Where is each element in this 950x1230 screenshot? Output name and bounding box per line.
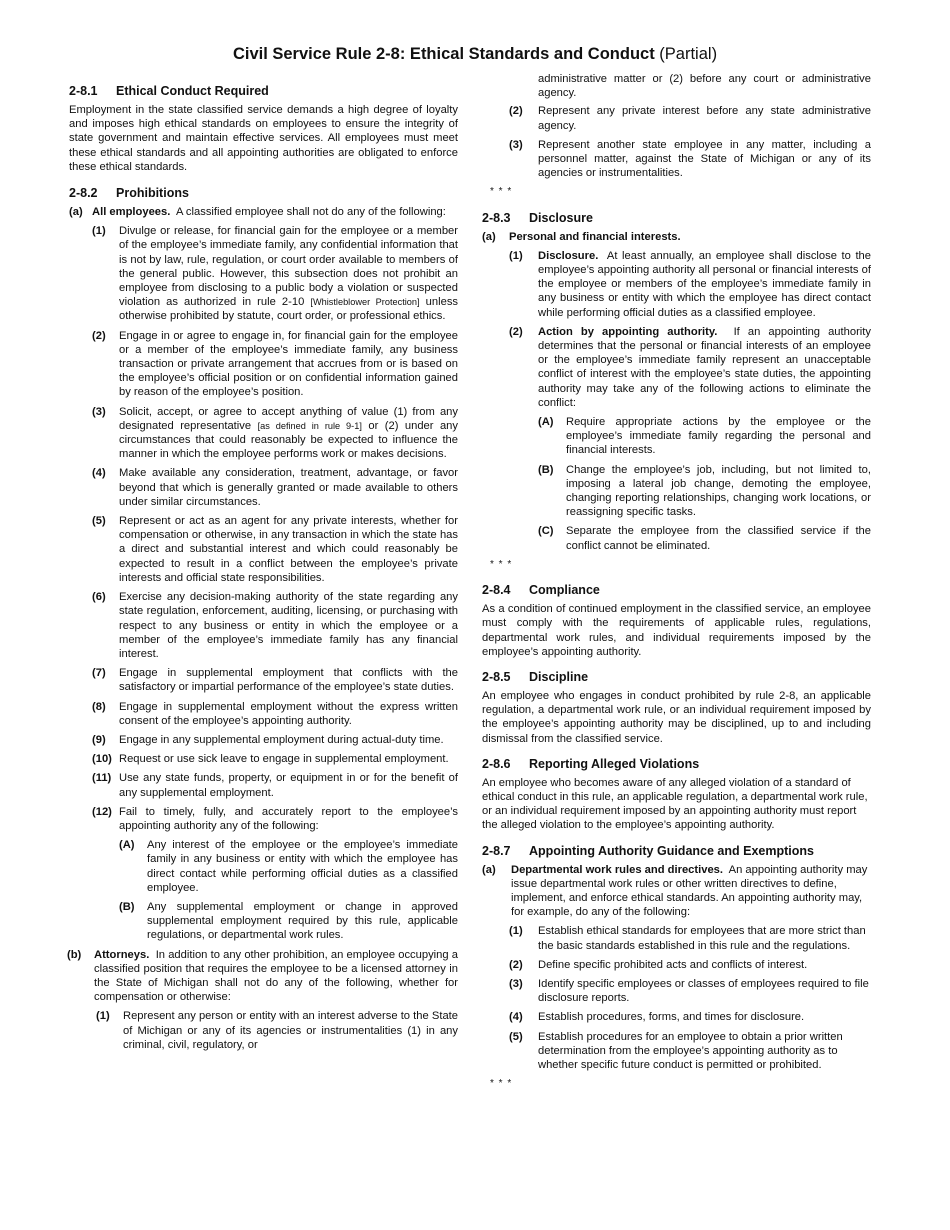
list-item — [96, 1009, 458, 1052]
subsection-label: Personal and financial interests. — [509, 230, 681, 243]
item-text: Require appropriate actions by the employee or the employee’s immediate family regarding the personal and financial interests. — [566, 416, 871, 457]
item-text: Exercise any decision-making authority of the state regarding any state regulation, enforcement, auditing, licensing, or purchasing with respect to any business or entity in which the employee or a member of the employee’s immediate family has any financial interest. — [119, 591, 458, 660]
list-marker: (B) — [119, 900, 135, 913]
list-item — [509, 249, 871, 320]
item-text: or (2) under any circumstances that could reasonably be expected to influence the manner in which the employee performs work or makes decisions. — [119, 419, 458, 461]
list-marker: (4) — [92, 467, 106, 480]
list-marker: (C) — [538, 525, 554, 538]
section-heading-2-8-6 — [482, 756, 871, 772]
item-text: Engage in supplemental employment without the express written consent of the employee’s appointing authority. — [119, 700, 458, 727]
item-text: Engage in or agree to engage in, for financial gain for the employee or a member of the employee’s immediate family, any business transaction or private arrangement that accrues from or is based on the employee’s official position or on confidential information gained by reason of the employee’s position. — [119, 329, 458, 399]
item-text: Solicit, accept, or agree to accept anything of value (1) from any designated representative — [119, 405, 458, 432]
subsection-b-attorneys — [67, 948, 458, 1005]
item-text: Change the employee’s job, including, but not limited to, imposing a lateral job change, demoting the employee, changing reporting relationships, changing work locations, or reassigning specific tasks. — [566, 463, 871, 519]
list-item — [92, 224, 458, 323]
section-body-2-8-1: Employment in the state classified service demands a high degree of loyalty and imposes high ethical standards on employees to ensure the integrity of state government and maintain effective services. All employees must meet these ethical standards and all appointing authorities are obligated to enforce these ethical standards. — [69, 104, 458, 173]
left-column — [69, 74, 458, 1057]
list-marker: (2) — [509, 958, 523, 971]
list-marker: (5) — [92, 515, 106, 528]
section-title: Appointing Authority Guidance and Exemptions — [529, 843, 814, 858]
item-text: Establish procedures, forms, and times for disclosure. — [538, 1011, 805, 1024]
section-title: Prohibitions — [116, 186, 189, 201]
list-marker: (B) — [538, 463, 554, 476]
list-item — [509, 924, 871, 952]
item-text: Fail to timely, fully, and accurately report to the employee’s appointing authority any of the following: — [119, 805, 458, 832]
list-marker: (A) — [538, 416, 554, 429]
list-marker: (3) — [509, 138, 523, 151]
subsection-a-personal-financial — [482, 230, 871, 244]
list-item — [92, 733, 458, 747]
item-text: If an appointing authority determines that the personal or financial interests of an employee or the employee’s immediate family represent an unacceptable conflict of interest with the employee’s state duties, the appointing authority may take any of the following actions to eliminate the conflict: — [538, 325, 871, 409]
item-text: Divulge or release, for financial gain for the employee or a member of the employee’s immediate family, any confidential information that is not by law, rule, regulation, or court order available to members of the general public. However, this subsection does not prohibit an employee from disclosing to a public body a violation or suspected violation as authorized in rule 2-10 — [119, 225, 458, 309]
list-item — [92, 805, 458, 833]
list-marker: (1) — [509, 249, 523, 262]
section-heading-2-8-4 — [482, 582, 871, 598]
bracket-note: [as defined in rule 9-1] — [257, 420, 362, 431]
sub-list-item — [119, 838, 458, 895]
item-text: Establish ethical standards for employees that are more strict than the basic standards established in this rule and the regulations. — [538, 925, 866, 952]
section-number: 2-8.7 — [482, 843, 511, 858]
item-label: Action by appointing authority. — [538, 325, 718, 338]
section-title: Compliance — [529, 583, 600, 598]
sub-list-item — [119, 900, 458, 943]
omission-marker: * * * — [490, 558, 513, 570]
item-text: Any interest of the employee or the employee’s immediate family in any business or entity with which the employee has direct contact while performing official duties as a classified employee. — [147, 839, 458, 894]
item-text: Represent another state employee in any matter, including a personnel matter, against the State of Michigan or any of its agencies or instrumentalities. — [538, 138, 871, 180]
item-continuation: administrative matter or (2) before any court or administrative agency. — [538, 73, 871, 100]
section-heading-2-8-5 — [482, 669, 871, 685]
list-marker: (7) — [92, 667, 106, 680]
section-body-2-8-5: An employee who engages in conduct prohibited by rule 2-8, an applicable regulation, a departmental work rule, or an individual requirement imposed by the employee’s appointing authority may be disciplined, up to and including dismissal from the classified service. — [482, 689, 871, 745]
list-marker: (11) — [92, 772, 112, 785]
list-item — [509, 1030, 871, 1073]
list-marker: (5) — [509, 1030, 523, 1043]
item-text: Represent any private interest before any state administrative agency. — [538, 105, 871, 132]
right-column — [482, 72, 871, 1101]
list-item — [509, 958, 871, 972]
list-item — [509, 325, 871, 410]
list-marker: (1) — [92, 225, 106, 238]
list-marker: (a) — [69, 206, 83, 219]
section-heading-2-8-7 — [482, 843, 871, 859]
item-text: Request or use sick leave to engage in supplemental employment. — [119, 753, 449, 766]
item-text: Make available any consideration, treatment, advantage, or favor beyond that which is generally granted or made available to others under similar circumstances. — [119, 467, 458, 508]
list-marker: (12) — [92, 805, 112, 818]
subsection-label: Attorneys. — [94, 948, 150, 961]
bracket-note: [Whistleblower Protection] — [310, 297, 420, 308]
section-title: Disclosure — [529, 210, 593, 225]
section-body-2-8-4: As a condition of continued employment in the classified service, an employee must comply with the requirements of applicable rules, regulations, departmental work rules, and individual requirements imposed by the employee’s appointing authority. — [482, 603, 871, 658]
section-title: Reporting Alleged Violations — [529, 756, 700, 771]
item-text: Represent any person or entity with an interest adverse to the State of Michigan or any of its agencies or instrumentalities (1) in any criminal, civil, regulatory, or — [123, 1010, 458, 1051]
item-text: Identify specific employees or classes of employees required to file disclosure reports. — [538, 977, 869, 1005]
section-number: 2-8.2 — [69, 186, 98, 201]
item-text: Define specific prohibited acts and conflicts of interest. — [538, 958, 808, 971]
subsection-text: In addition to any other prohibition, an employee occupying a classified position that requires the employee to be a licensed attorney in the State of Michigan shall not do any of the following, whether for compensation or otherwise: — [94, 948, 458, 1004]
list-item — [92, 752, 458, 766]
item-text: Separate the employee from the classified service if the conflict cannot be eliminated. — [566, 525, 871, 552]
section-heading-2-8-3 — [482, 210, 871, 226]
list-item — [92, 666, 458, 694]
list-item — [509, 104, 871, 132]
sub-list-item — [538, 524, 871, 552]
list-marker: (b) — [67, 948, 82, 961]
list-marker: (a) — [482, 230, 496, 243]
list-marker: (2) — [92, 329, 106, 342]
section-number: 2-8.5 — [482, 669, 511, 684]
list-marker: (2) — [509, 325, 523, 338]
list-item — [92, 466, 458, 509]
list-marker: (3) — [509, 977, 523, 990]
subsection-text: A classified employee shall not do any of the following: — [175, 206, 446, 219]
list-marker: (10) — [92, 753, 112, 766]
section-body-2-8-6: An employee who becomes aware of any alleged violation of a standard of ethical conduct in this rule, an applicable regulation, a departmental work rule, or an individual requirement imposed by an appointing authority must report the alleged violation to the employee’s appointing authority. — [482, 776, 868, 832]
item-text: unless otherwise prohibited by statute, court order, or professional ethics. — [119, 296, 459, 323]
item-text: Establish procedures for an employee to obtain a prior written determination from the employee’s appointing authority as to whether specific future conduct is permitted or prohibited. — [538, 1030, 843, 1071]
list-marker: (1) — [509, 925, 523, 938]
section-number: 2-8.6 — [482, 756, 511, 771]
list-item — [92, 329, 458, 400]
omission-marker: * * * — [490, 186, 513, 198]
title-main: Civil Service Rule 2-8: Ethical Standards and Conduct — [232, 45, 655, 63]
item-text: Engage in any supplemental employment during actual-duty time. — [119, 733, 444, 746]
list-marker: (a) — [482, 863, 496, 876]
list-marker: (2) — [509, 105, 523, 118]
section-title: Discipline — [529, 669, 589, 684]
section-number: 2-8.4 — [482, 583, 511, 598]
item-label: Disclosure. — [538, 249, 599, 262]
section-title: Ethical Conduct Required — [116, 84, 269, 98]
list-item — [92, 771, 458, 799]
list-item — [509, 1010, 871, 1024]
list-item — [92, 405, 458, 462]
subsection-label: All employees. — [92, 206, 171, 219]
list-item — [92, 590, 458, 661]
list-marker: (8) — [92, 700, 106, 713]
subsection-text: An appointing authority may issue departmental work rules or other written directives to define, implement, and enforce ethical standards. An appointing authority may, for example, do any of the following: — [511, 863, 868, 919]
item-text: Engage in supplemental employment that conflicts with the satisfactory or impartial performance of the employee’s state duties. — [119, 667, 458, 694]
section-heading-2-8-2 — [69, 185, 458, 201]
item-text: At least annually, an employee shall disclose to the employee’s appointing authority all personal or financial interests of the employee or members of the employee’s immediate family in any business or entity with which the employee has direct contact while performing official duties as a classified employee. — [538, 249, 871, 319]
subsection-label: Departmental work rules and directives. — [511, 863, 724, 876]
subsection-a-all-employees — [69, 205, 458, 219]
omission-marker: * * * — [490, 1078, 513, 1090]
section-heading-2-8-1 — [69, 83, 458, 99]
list-marker: (4) — [509, 1011, 523, 1024]
item-text: Any supplemental employment or change in approved supplemental employment required by this rule, applicable regulations, or departmental work rules. — [147, 900, 458, 942]
section-number: 2-8.1 — [69, 84, 98, 98]
subsection-a-work-rules — [482, 863, 871, 920]
document-title — [0, 44, 950, 64]
section-number: 2-8.3 — [482, 210, 511, 225]
list-marker: (A) — [119, 839, 135, 852]
item-text: Represent or act as an agent for any private interests, whether for compensation or otherwise, in any transaction in which the state has a direct and substantial interest and which could reasonably be expected to result in a conflict between the employee’s private interests and official state responsibilities. — [119, 515, 458, 584]
list-item — [92, 514, 458, 585]
list-marker: (9) — [92, 733, 106, 746]
list-marker: (6) — [92, 591, 106, 604]
item-text: Use any state funds, property, or equipment in or for the benefit of any supplemental employment. — [119, 772, 458, 799]
sub-list-item — [538, 415, 871, 458]
list-marker: (1) — [96, 1010, 110, 1023]
sub-list-item — [538, 463, 871, 520]
title-suffix: (Partial) — [654, 45, 718, 63]
list-item — [92, 700, 458, 728]
list-item — [509, 977, 871, 1005]
list-marker: (3) — [92, 405, 106, 418]
list-item — [509, 138, 871, 181]
